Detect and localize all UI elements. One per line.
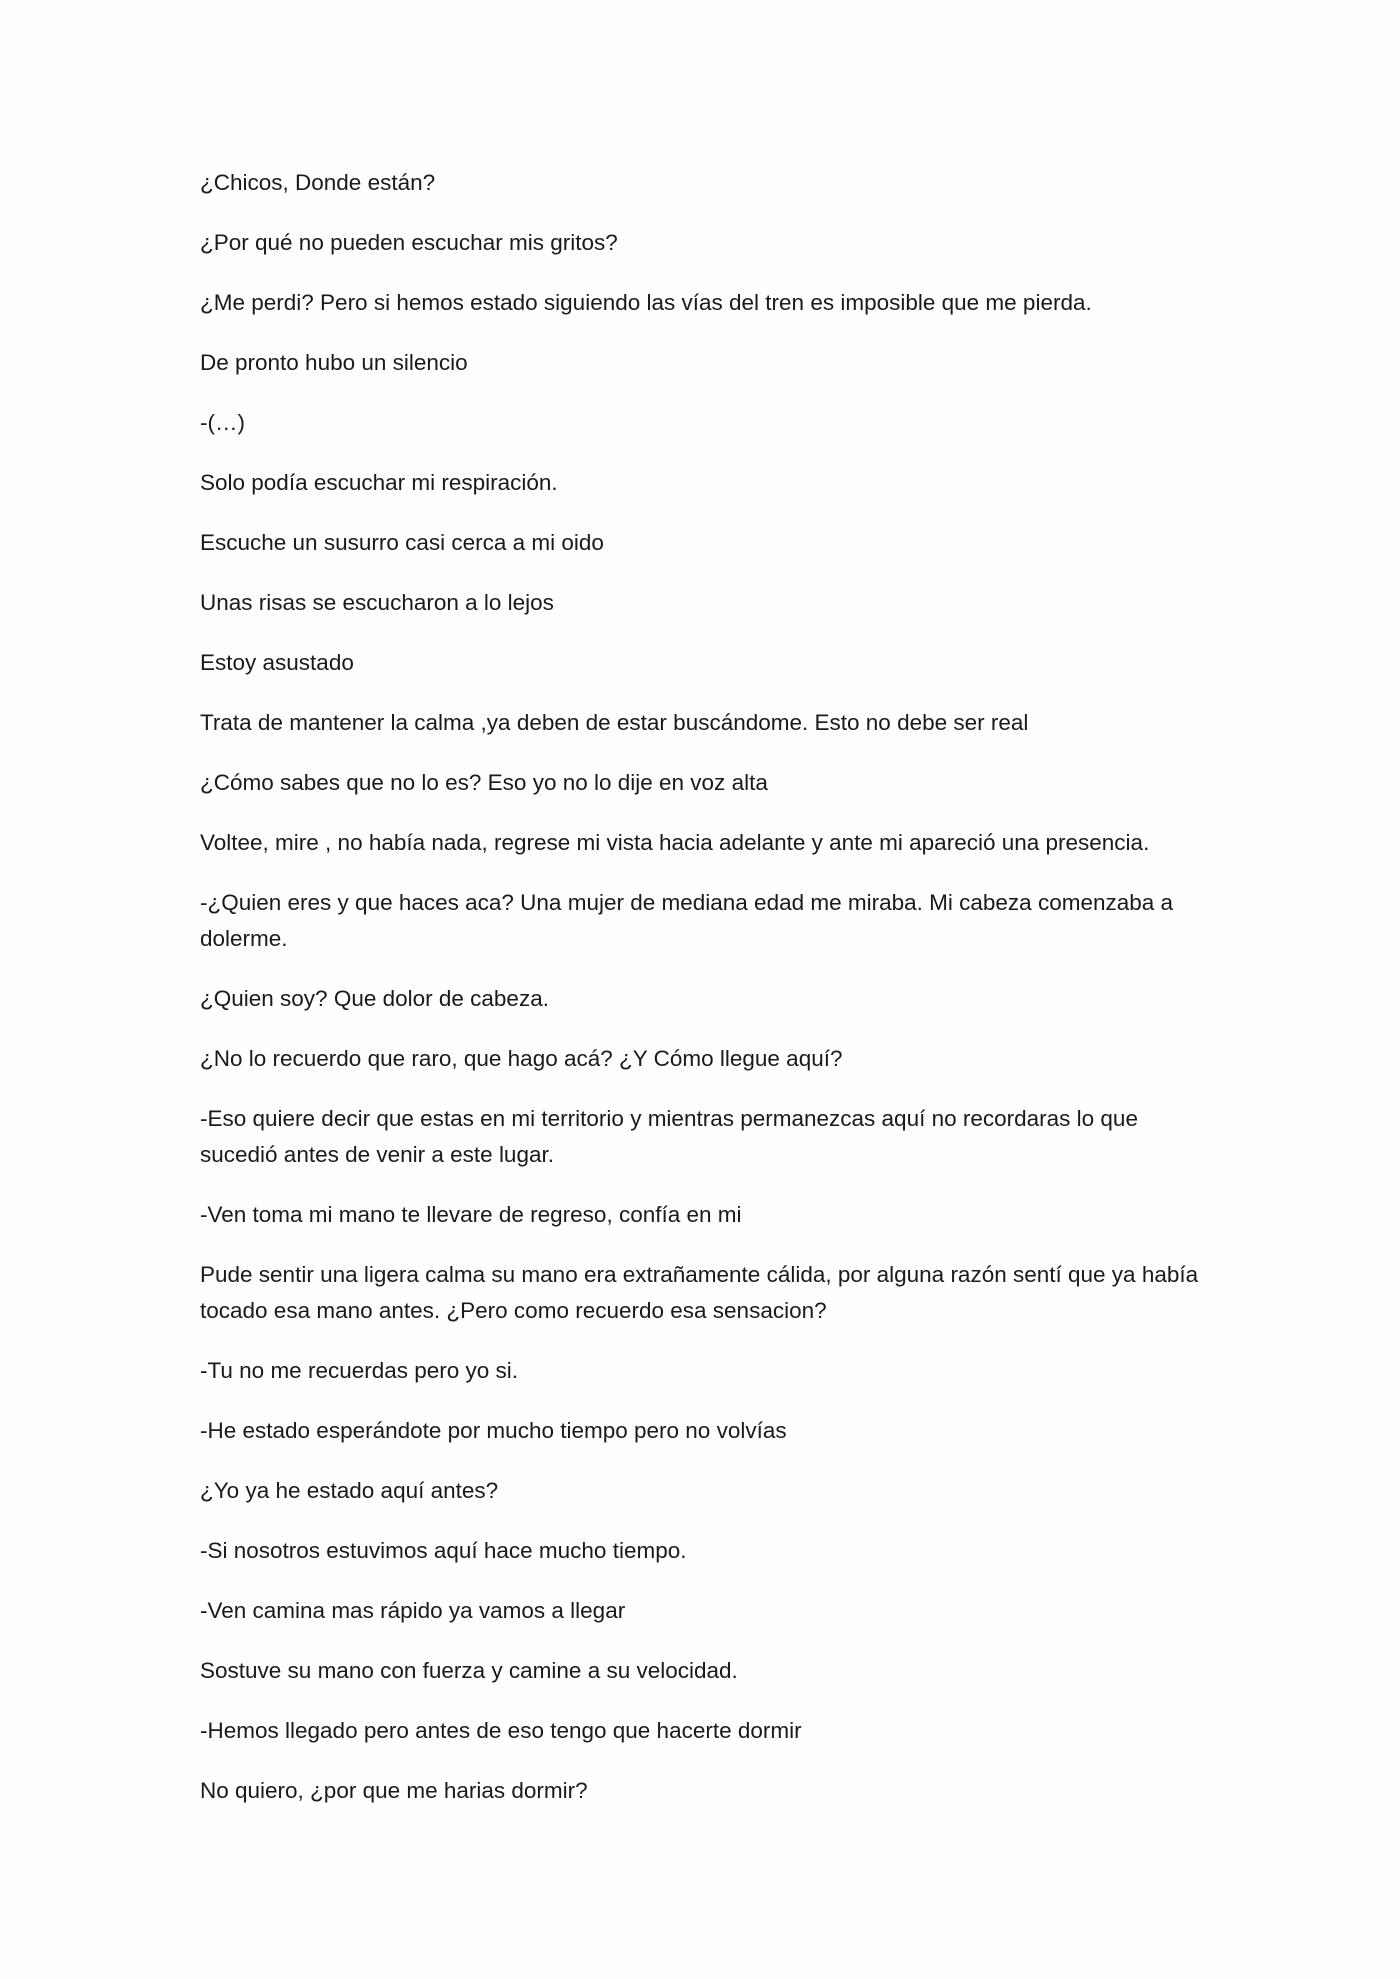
paragraph: Solo podía escuchar mi respiración. [200, 470, 558, 495]
paragraph: No quiero, ¿por que me harias dormir? [200, 1778, 588, 1803]
paragraph: ¿Quien soy? Que dolor de cabeza. [200, 986, 549, 1011]
paragraph: Estoy asustado [200, 650, 354, 675]
document-body [200, 165, 1200, 1833]
paragraph: ¿Me perdi? Pero si hemos estado siguiendo las vías del tren es imposible que me pierda. [200, 290, 1092, 315]
paragraph: -Eso quiere decir que estas en mi territorio y mientras permanezcas aquí no recordaras lo que sucedió antes de venir a este lugar. [200, 1106, 1138, 1167]
paragraph: ¿No lo recuerdo que raro, que hago acá? ¿Y Cómo llegue aquí? [200, 1046, 843, 1071]
paragraph: -Tu no me recuerdas pero yo si. [200, 1358, 519, 1383]
paragraph: ¿Yo ya he estado aquí antes? [200, 1478, 499, 1503]
paragraph: -¿Quien eres y que haces aca? Una mujer de mediana edad me miraba. Mi cabeza comenzaba a dolerme. [200, 890, 1174, 951]
paragraph: -Ven camina mas rápido ya vamos a llegar [200, 1598, 626, 1623]
paragraph: Escuche un susurro casi cerca a mi oido [200, 530, 604, 555]
paragraph: Trata de mantener la calma ,ya deben de estar buscándome. Esto no debe ser real [200, 710, 1029, 735]
paragraph: -Ven toma mi mano te llevare de regreso, confía en mi [200, 1202, 742, 1227]
paragraph: De pronto hubo un silencio [200, 350, 468, 375]
paragraph: Pude sentir una ligera calma su mano era extrañamente cálida, por alguna razón sentí que ya había tocado esa mano antes. ¿Pero como recuerdo esa sensacion? [200, 1262, 1199, 1323]
paragraph: Sostuve su mano con fuerza y camine a su velocidad. [200, 1658, 738, 1683]
paragraph: Voltee, mire , no había nada, regrese mi vista hacia adelante y ante mi apareció una presencia. [200, 830, 1150, 855]
paragraph: ¿Chicos, Donde están? [200, 170, 436, 195]
paragraph: -Hemos llegado pero antes de eso tengo que hacerte dormir [200, 1718, 802, 1743]
paragraph: ¿Cómo sabes que no lo es? Eso yo no lo dije en voz alta [200, 770, 768, 795]
paragraph: -He estado esperándote por mucho tiempo pero no volvías [200, 1418, 787, 1443]
paragraph: -Si nosotros estuvimos aquí hace mucho tiempo. [200, 1538, 687, 1563]
paragraph: ¿Por qué no pueden escuchar mis gritos? [200, 230, 618, 255]
paragraph: -(…) [200, 410, 245, 435]
paragraph: Unas risas se escucharon a lo lejos [200, 590, 554, 615]
